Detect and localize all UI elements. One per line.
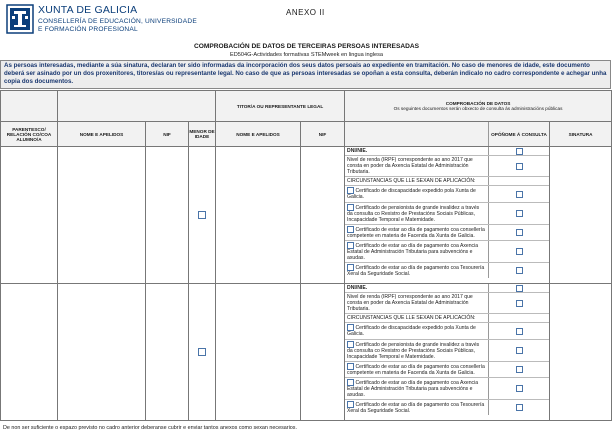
col-check (345, 122, 550, 147)
table-row (1, 147, 612, 284)
check-subtitle: Os seguintes documentos serán obxecto de consulta ás administracións públicas (393, 106, 563, 111)
xunta-logo-icon (6, 4, 34, 34)
col-name: NOME E APELIDOS (58, 122, 146, 147)
doc-discapacidade: Certificado de discapacidade expedido pola Xunta de Galicia. (347, 325, 476, 338)
name-cell[interactable] (58, 284, 146, 421)
dept-line-2: E FORMACIÓN PROFESIONAL (38, 25, 138, 33)
doc-renda: Nivel de renda (IRPF) correspondente ao ano 2017 que consta en poder da Axencia Estatal de Administración Tributaria. (347, 294, 473, 313)
doc-pensionista: Certificado de pensionista de grande invalidez a través da consulta co Rexistro de Prestacións Sociais Públicas, Incapacidade Temporal e Maternidade. (347, 204, 480, 223)
doc-aeat: Certificado de estar ao día de pagamento coa Axencia Estatal de Administración Tributaria para subvencións e axudas. (347, 242, 479, 261)
tutor-nif-cell[interactable] (301, 147, 345, 284)
doc-facenda: Certificado de estar ao día de pagamento coa consellería competente en materia de Facenda da Xunta de Galicia. (347, 226, 485, 239)
tgss-checkbox[interactable] (347, 401, 354, 408)
col-minor: MENOR DE IDADE (189, 122, 216, 147)
relation-cell[interactable] (1, 147, 58, 284)
minor-checkbox[interactable] (198, 348, 206, 356)
doc-renda: Nivel de renda (IRPF) correspondente ao ano 2017 que consta en poder da Axencia Estatal de Administración Tributaria. (347, 157, 473, 176)
doc-circumstances: CIRCUNSTANCIAS QUE LLE SEXAN DE APLICACIÓN: (347, 178, 476, 185)
page-subtitle: ED504G-Actividades formativas STEMweek en lingua inglesa (230, 52, 383, 58)
discapacidade-checkbox[interactable] (347, 187, 354, 194)
persons-table (0, 90, 612, 421)
dept-line-1: CONSELLERÍA DE EDUCACIÓN, UNIVERSIDADE (38, 18, 197, 25)
tutor-name-cell[interactable] (216, 147, 301, 284)
minor-cell (189, 147, 216, 284)
doc-pensionista: Certificado de pensionista de grande invalidez a través da consulta co Rexistro de Prestacións Sociais Públicas, Incapacidade Temporal e Maternidade. (347, 341, 480, 360)
oppose-facenda-checkbox[interactable] (516, 229, 523, 236)
nif-cell[interactable] (146, 284, 189, 421)
oppose-tgss-checkbox[interactable] (516, 404, 523, 411)
col-tutor-nif: NIF (301, 122, 345, 147)
oppose-aeat-checkbox[interactable] (516, 248, 523, 255)
aeat-checkbox[interactable] (347, 242, 354, 249)
tgss-checkbox[interactable] (347, 264, 354, 271)
relation-cell[interactable] (1, 284, 58, 421)
discapacidade-checkbox[interactable] (347, 324, 354, 331)
page-title: COMPROBACIÓN DE DATOS DE TERCEIRAS PERSOAS INTERESADAS (193, 43, 420, 50)
signature-cell[interactable] (550, 284, 612, 421)
oppose-pensionista-checkbox[interactable] (516, 210, 523, 217)
aeat-checkbox[interactable] (347, 379, 354, 386)
table-row (1, 284, 612, 421)
signature-cell[interactable] (550, 147, 612, 284)
tutor-name-cell[interactable] (216, 284, 301, 421)
pensionista-checkbox[interactable] (347, 204, 354, 211)
facenda-checkbox[interactable] (347, 226, 354, 233)
oppose-discapacidade-checkbox[interactable] (516, 191, 523, 198)
doc-aeat: Certificado de estar ao día de pagamento coa Axencia Estatal de Administración Tributaria para subvencións e axudas. (347, 379, 479, 398)
department-name (38, 18, 197, 33)
doc-facenda: Certificado de estar ao día de pagamento coa consellería competente en materia de Facenda da Xunta de Galicia. (347, 363, 485, 376)
oppose-pensionista-checkbox[interactable] (516, 347, 523, 354)
col-signature: SINATURA (550, 122, 612, 147)
oppose-dni-checkbox[interactable] (516, 148, 523, 155)
annex-label: ANEXO II (286, 8, 325, 17)
doc-dni: DNI/NIE. (347, 148, 368, 154)
header-spacer-2 (58, 91, 216, 122)
tutor-nif-cell[interactable] (301, 284, 345, 421)
check-title: COMPROBACIÓN DE DATOS (445, 101, 511, 106)
docs-cell (345, 284, 550, 421)
oppose-tgss-checkbox[interactable] (516, 267, 523, 274)
oppose-aeat-checkbox[interactable] (516, 385, 523, 392)
oppose-discapacidade-checkbox[interactable] (516, 328, 523, 335)
nif-cell[interactable] (146, 147, 189, 284)
check-group-header (345, 91, 612, 122)
oppose-dni-checkbox[interactable] (516, 285, 523, 292)
brand-name: XUNTA DE GALICIA (38, 4, 138, 16)
tutor-group-header: TITOR/A OU REPRESENTANTE LEGAL (216, 91, 345, 122)
doc-tgss: Certificado de estar ao día de pagamento coa Tesourería Xeral da Seguridade Social. (347, 401, 485, 415)
intro-text: As persoas interesadas, mediante a súa sinatura, declaran ter sido informadas da incorporación dos seus datos persoais ao expediente en tramitación. No caso de menores de idade, este documento deberá ser asinado por un dos proxenitores, titores/as ou representante legal. No caso de que as persoas interesadas se opoñan a esta consulta, deberán indicalo no cadro correspondente e achegar unha copia dos documentos. (4, 62, 607, 85)
docs-cell (345, 147, 550, 284)
minor-cell (189, 284, 216, 421)
pensionista-checkbox[interactable] (347, 341, 354, 348)
doc-discapacidade: Certificado de discapacidade expedido pola Xunta de Galicia. (347, 188, 476, 201)
oppose-renda-checkbox[interactable] (516, 163, 523, 170)
header-spacer (1, 91, 58, 122)
oppose-renda-checkbox[interactable] (516, 300, 523, 307)
oppose-facenda-checkbox[interactable] (516, 366, 523, 373)
name-cell[interactable] (58, 147, 146, 284)
col-relation: PARENTESCO/ RELACIÓN CO/COA ALUMNO/A (1, 122, 58, 147)
col-oppose: OPÓÑOME Á CONSULTA (488, 122, 549, 146)
doc-dni: DNI/NIE. (347, 285, 368, 291)
col-nif: NIF (146, 122, 189, 147)
footer-note: De non ser suficiente o espazo previsto no cadro anterior deberanse cubrir e enviar tantos anexos como sexan necesarios. (3, 425, 297, 431)
doc-circumstances: CIRCUNSTANCIAS QUE LLE SEXAN DE APLICACIÓN: (347, 315, 476, 322)
minor-checkbox[interactable] (198, 211, 206, 219)
facenda-checkbox[interactable] (347, 363, 354, 370)
col-tutor-name: NOME E APELIDOS (216, 122, 301, 147)
doc-tgss: Certificado de estar ao día de pagamento coa Tesourería Xeral da Seguridade Social. (347, 264, 485, 278)
